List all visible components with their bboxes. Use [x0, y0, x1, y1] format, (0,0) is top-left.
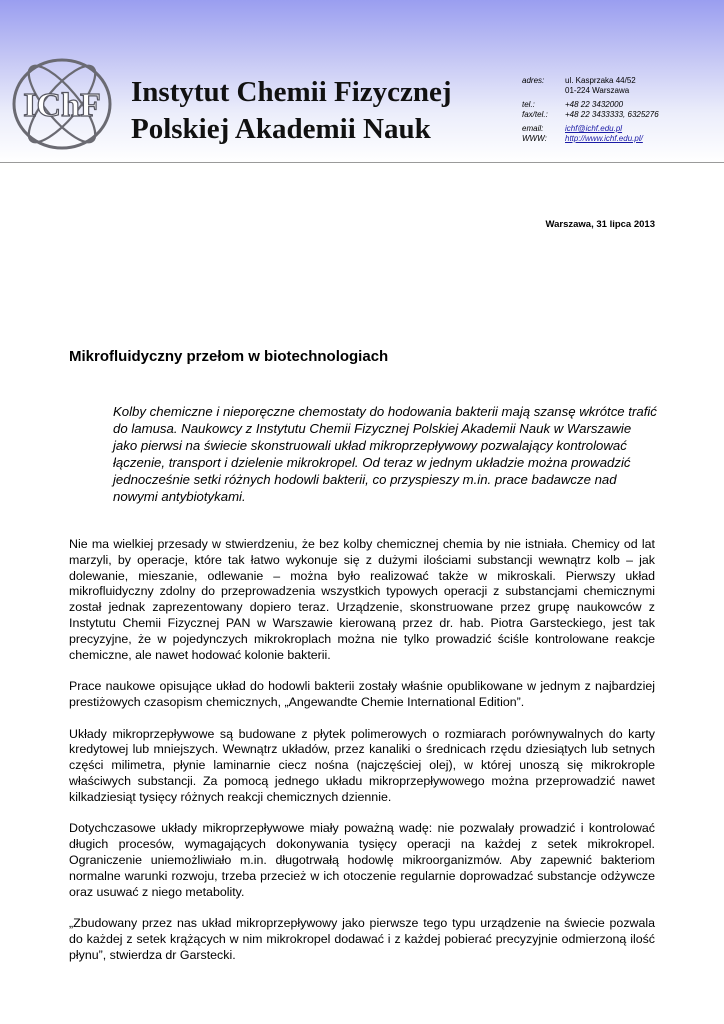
fax-value: +48 22 3433333, 6325276: [565, 110, 659, 119]
logo-text: IChF: [23, 87, 101, 124]
email-link[interactable]: ichf@ichf.edu.pl: [565, 124, 623, 133]
body-paragraph: Dotychczasowe układy mikroprzepływowe miały poważną wadę: nie pozwalały prowadzić i kontrolować długich procesów, wymagających dokonywania tysięcy operacji na każdej z setek mikrokropel. Ograniczenie uniemożliwiało m.in. długotrwałą hodowlę mikroorganizmów. Aby zapewnić bakteriom normalne warunki rozwoju, trzeba przecież w ich otoczenie regularnie doprowadzać substancje odżywcze oraz usuwać z niego metabolity.: [69, 821, 655, 899]
body-paragraph: Nie ma wielkiej przesady w stwierdzeniu, że bez kolby chemicznej chemia by nie istniała. Chemicy od lat marzyli, by operacje, które tak łatwo wykonuje się z dużymi ilościami substancji wewnątrz kolb – jak dolewanie, mieszanie, odlewanie – można było realizować także w mikroskali. Pierwszy układ mikrofluidyczny zdolny do przeprowadzenia wszystkich typowych operacji z substancjami chemicznymi został jednak zaprezentowany dopiero teraz. Urządzenie, skonstruowane przez grupę naukowców z Instytutu Chemii Fizycznej PAN w Warszawie kierowaną przez dr. hab. Piotra Garsteckiego, jest tak precyzyjne, że w pojedynczych mikrokroplach można nie tylko prowadzić ściśle kontrolowane reakcje chemiczne, ale nawet hodować kolonie bakterii.: [69, 537, 655, 662]
lead-paragraph: Kolby chemiczne i nieporęczne chemostaty do hodowania bakterii mają szansę wkrótce trafić do lamusa. Naukowcy z Instytutu Chemii Fizycznej Polskiej Akademii Nauk w Warszawie jako pierwsi na świecie skonstruowali układ mikroprzepływowy pozwalający kontrolować łączenie, transport i dzielenie mikrokropel. Od teraz w jednym układzie można prowadzić jednocześnie setki różnych hodowli bakterii, co przyspieszy m.in. prace badawcze nad nowymi antybiotykami.: [113, 404, 657, 504]
email-label: email:: [522, 124, 544, 133]
institute-name-line2: Polskiej Akademii Nauk: [131, 113, 431, 145]
address-line2: 01-224 Warszawa: [565, 86, 630, 95]
institute-name-line1: Instytut Chemii Fizycznej: [131, 76, 452, 108]
ichf-logo: [10, 56, 114, 152]
contact-block: [522, 76, 722, 144]
body-paragraph: Prace naukowe opisujące układ do hodowli bakterii zostały właśnie opublikowane w jednym z najbardziej prestiżowych czasopism chemicznych, „Angewandte Chemie International Edition”.: [69, 679, 655, 709]
fax-label: fax/tel.:: [522, 110, 548, 119]
institute-name: [131, 74, 511, 148]
address-line1: ul. Kasprzaka 44/52: [565, 76, 636, 85]
letterhead-divider: [0, 162, 724, 163]
body-text: [69, 537, 655, 979]
body-paragraph: „Zbudowany przez nas układ mikroprzepływowy jako pierwsze tego typu urządzenie na świecie pozwala do każdej z setek krążących w nim mikrokropel dodawać i z każdej pobierać precyzyjnie odmierzoną ilość płynu”, stwierdza dr Garstecki.: [69, 916, 655, 962]
website-link[interactable]: http://www.ichf.edu.pl/: [565, 134, 643, 143]
tel-label: tel.:: [522, 100, 535, 109]
press-release-headline: Mikrofluidyczny przełom w biotechnologiach: [69, 348, 389, 365]
document-date: Warszawa, 31 lipca 2013: [545, 219, 655, 230]
address-label: adres:: [522, 76, 545, 85]
tel-value: +48 22 3432000: [565, 100, 624, 109]
www-label: WWW:: [522, 134, 547, 143]
body-paragraph: Układy mikroprzepływowe są budowane z płytek polimerowych o rozmiarach porównywalnych do karty kredytowej lub mniejszych. Wewnątrz układów, przez kanaliki o średnicach rzędu dziesiątych lub setnych części milimetra, płynie laminarnie ciecz nośna (najczęściej olej), w której unoszą się mikrokrople właściwych substancji. Za pomocą jednego układu mikroprzepływowego można przeprowadzić nawet kilkadziesiąt tysięcy różnych reakcji chemicznych dziennie.: [69, 726, 655, 804]
